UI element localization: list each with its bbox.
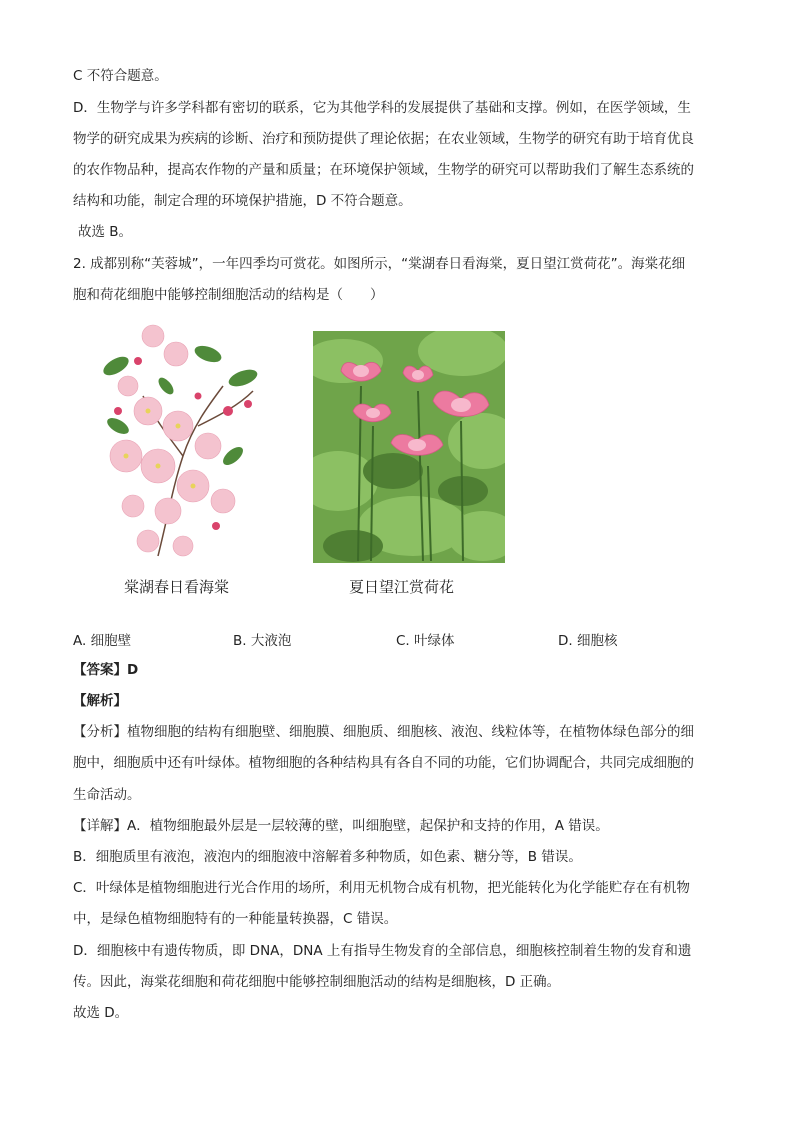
text-line: C．叶绿体是植物细胞进行光合作用的场所，利用无机物合成有机物，把光能转化为化学能贮存在有机物 xyxy=(73,880,690,896)
crabapple-blossom-image xyxy=(98,316,260,570)
text-line: D．生物学与许多学科都有密切的联系，它为其他学科的发展提供了基础和支撑。例如，在医学领域，生 xyxy=(73,100,691,116)
analysis-label: 【解析】 xyxy=(73,693,127,709)
text-line: C 不符合题意。 xyxy=(73,68,168,84)
option-c: C. 叶绿体 xyxy=(396,633,455,649)
text-line: 传。因此，海棠花细胞和荷花细胞中能够控制细胞活动的结构是细胞核，D 正确。 xyxy=(73,974,561,990)
figure-caption-left: 棠湖春日看海棠 xyxy=(124,578,230,596)
option-b: B. 大液泡 xyxy=(233,633,292,649)
answer-label: 【答案】D xyxy=(73,662,139,678)
text-line: 的农作物品种，提高农作物的产量和质量；在环境保护领域，生物学的研究可以帮助我们了解生态系统的 xyxy=(73,162,694,178)
option-d: D. 细胞核 xyxy=(558,633,618,649)
text-line: 【分析】植物细胞的结构有细胞壁、细胞膜、细胞质、细胞核、液泡、线粒体等，在植物体绿色部分的细 xyxy=(73,724,694,740)
question-stem: 2. 成都别称“芙蓉城”，一年四季均可赏花。如图所示，“棠湖春日看海棠，夏日望江赏荷花”。海棠花细 xyxy=(73,256,686,272)
text-line: 物学的研究成果为疾病的诊断、治疗和预防提供了理论依据；在农业领域，生物学的研究有助于培育优良 xyxy=(73,131,694,147)
option-a: A. 细胞壁 xyxy=(73,633,132,649)
text-line: 中，是绿色植物细胞特有的一种能量转换器，C 错误。 xyxy=(73,911,398,927)
text-line: D．细胞核中有遗传物质，即 DNA，DNA 上有指导生物发育的全部信息，细胞核控制着生物的发育和遗 xyxy=(73,943,692,959)
text-line: 故选 B。 xyxy=(78,224,133,240)
figure-caption-right: 夏日望江赏荷花 xyxy=(349,578,455,596)
text-line: B．细胞质里有液泡，液泡内的细胞液中溶解着多种物质，如色素、糖分等，B 错误。 xyxy=(73,849,582,865)
text-line: 生命活动。 xyxy=(73,787,141,803)
question-stem: 胞和荷花细胞中能够控制细胞活动的结构是（ ） xyxy=(73,287,384,303)
text-line: 胞中，细胞质中还有叶绿体。植物细胞的各种结构具有各自不同的功能，它们协调配合，共同完成细胞的 xyxy=(73,755,694,771)
text-line: 结构和功能，制定合理的环境保护措施，D 不符合题意。 xyxy=(73,193,412,209)
text-line: 【详解】A．植物细胞最外层是一层较薄的壁，叫细胞壁，起保护和支持的作用，A 错误。 xyxy=(73,818,609,834)
text-line: 故选 D。 xyxy=(73,1005,129,1021)
lotus-flower-image xyxy=(313,331,505,563)
